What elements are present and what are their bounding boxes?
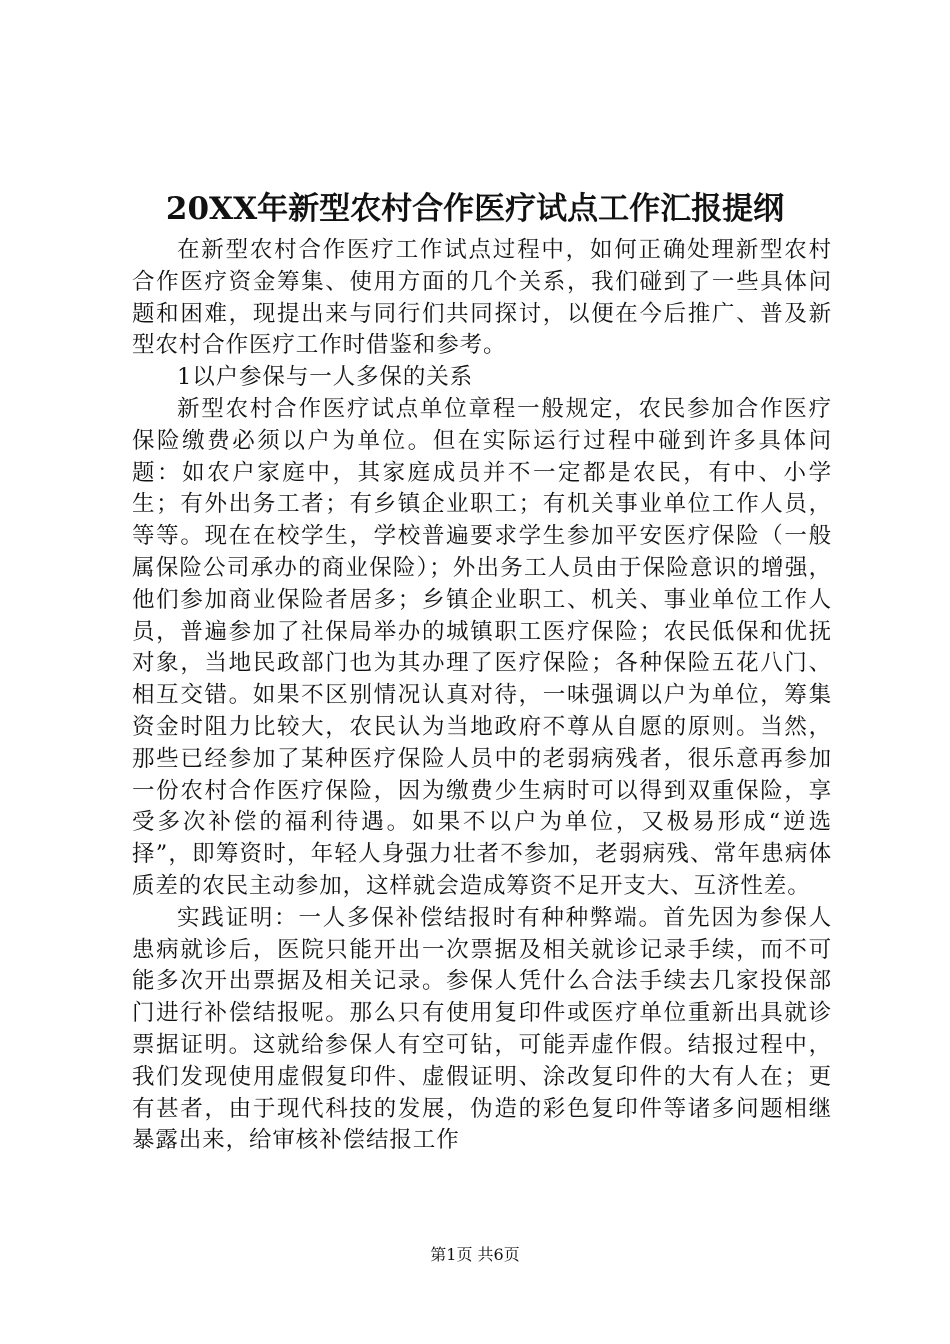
paragraph-practice: 实践证明：一人多保补偿结报时有种种弊端。首先因为参保人患病就诊后，医院只能开出一次票据及相关就诊记录手续，而不可能多次开出票据及相关记录。参保人凭什么合法手续去几家投保部门进行补偿结报呢。那么只有使用复印件或医疗单位重新出具就诊票据证明。这就给参保人有空可钻，可能弄虚作假。结报过程中，我们发现使用虚假复印件、虚假证明、涂改复印件的大有人在；更有甚者，由于现代科技的发展，伪造的彩色复印件等诸多问题相继暴露出来，给审核补偿结报工作 [132, 904, 832, 1154]
document-body [132, 235, 832, 1157]
paragraph-section-1: 新型农村合作医疗试点单位章程一般规定，农民参加合作医疗保险缴费必须以户为单位。但在实际运行过程中碰到许多具体问题：如农户家庭中，其家庭成员并不一定都是农民，有中、小学生；有外出务工者；有乡镇企业职工；有机关事业单位工作人员，等等。现在在校学生，学校普遍要求学生参加平安医疗保险（一般属保险公司承办的商业保险）；外出务工人员由于保险意识的增强，他们参加商业保险者居多；乡镇企业职工、机关、事业单位工作人员，普遍参加了社保局举办的城镇职工医疗保险；农民低保和优抚对象，当地民政部门也为其办理了医疗保险；各种保险五花八门、相互交错。如果不区别情况认真对待，一味强调以户为单位，筹集资金时阻力比较大，农民认为当地政府不尊从自愿的原则。当然，那些已经参加了某种医疗保险人员中的老弱病残者，很乐意再参加一份农村合作医疗保险，因为缴费少生病时可以得到双重保险，享受多次补偿的福利待遇。如果不以户为单位，又极易形成“逆选择”，即筹资时，年轻人身强力壮者不参加，老弱病残、常年患病体质差的农民主动参加，这样就会造成筹资不足开支大、互济性差。 [132, 395, 832, 899]
page-footer: 第1页 共6页 [430, 1245, 520, 1264]
paragraph-intro: 在新型农村合作医疗工作试点过程中，如何正确处理新型农村合作医疗资金筹集、使用方面的几个关系，我们碰到了一些具体问题和困难，现提出来与同行们共同探讨，以便在今后推广、普及新型农村合作医疗工作时借鉴和参考。 [132, 237, 832, 359]
section-heading: 1以户参保与一人多保的关系 [177, 364, 474, 391]
document-title: 20XX年新型农村合作医疗试点工作汇报提纲 [165, 191, 785, 227]
